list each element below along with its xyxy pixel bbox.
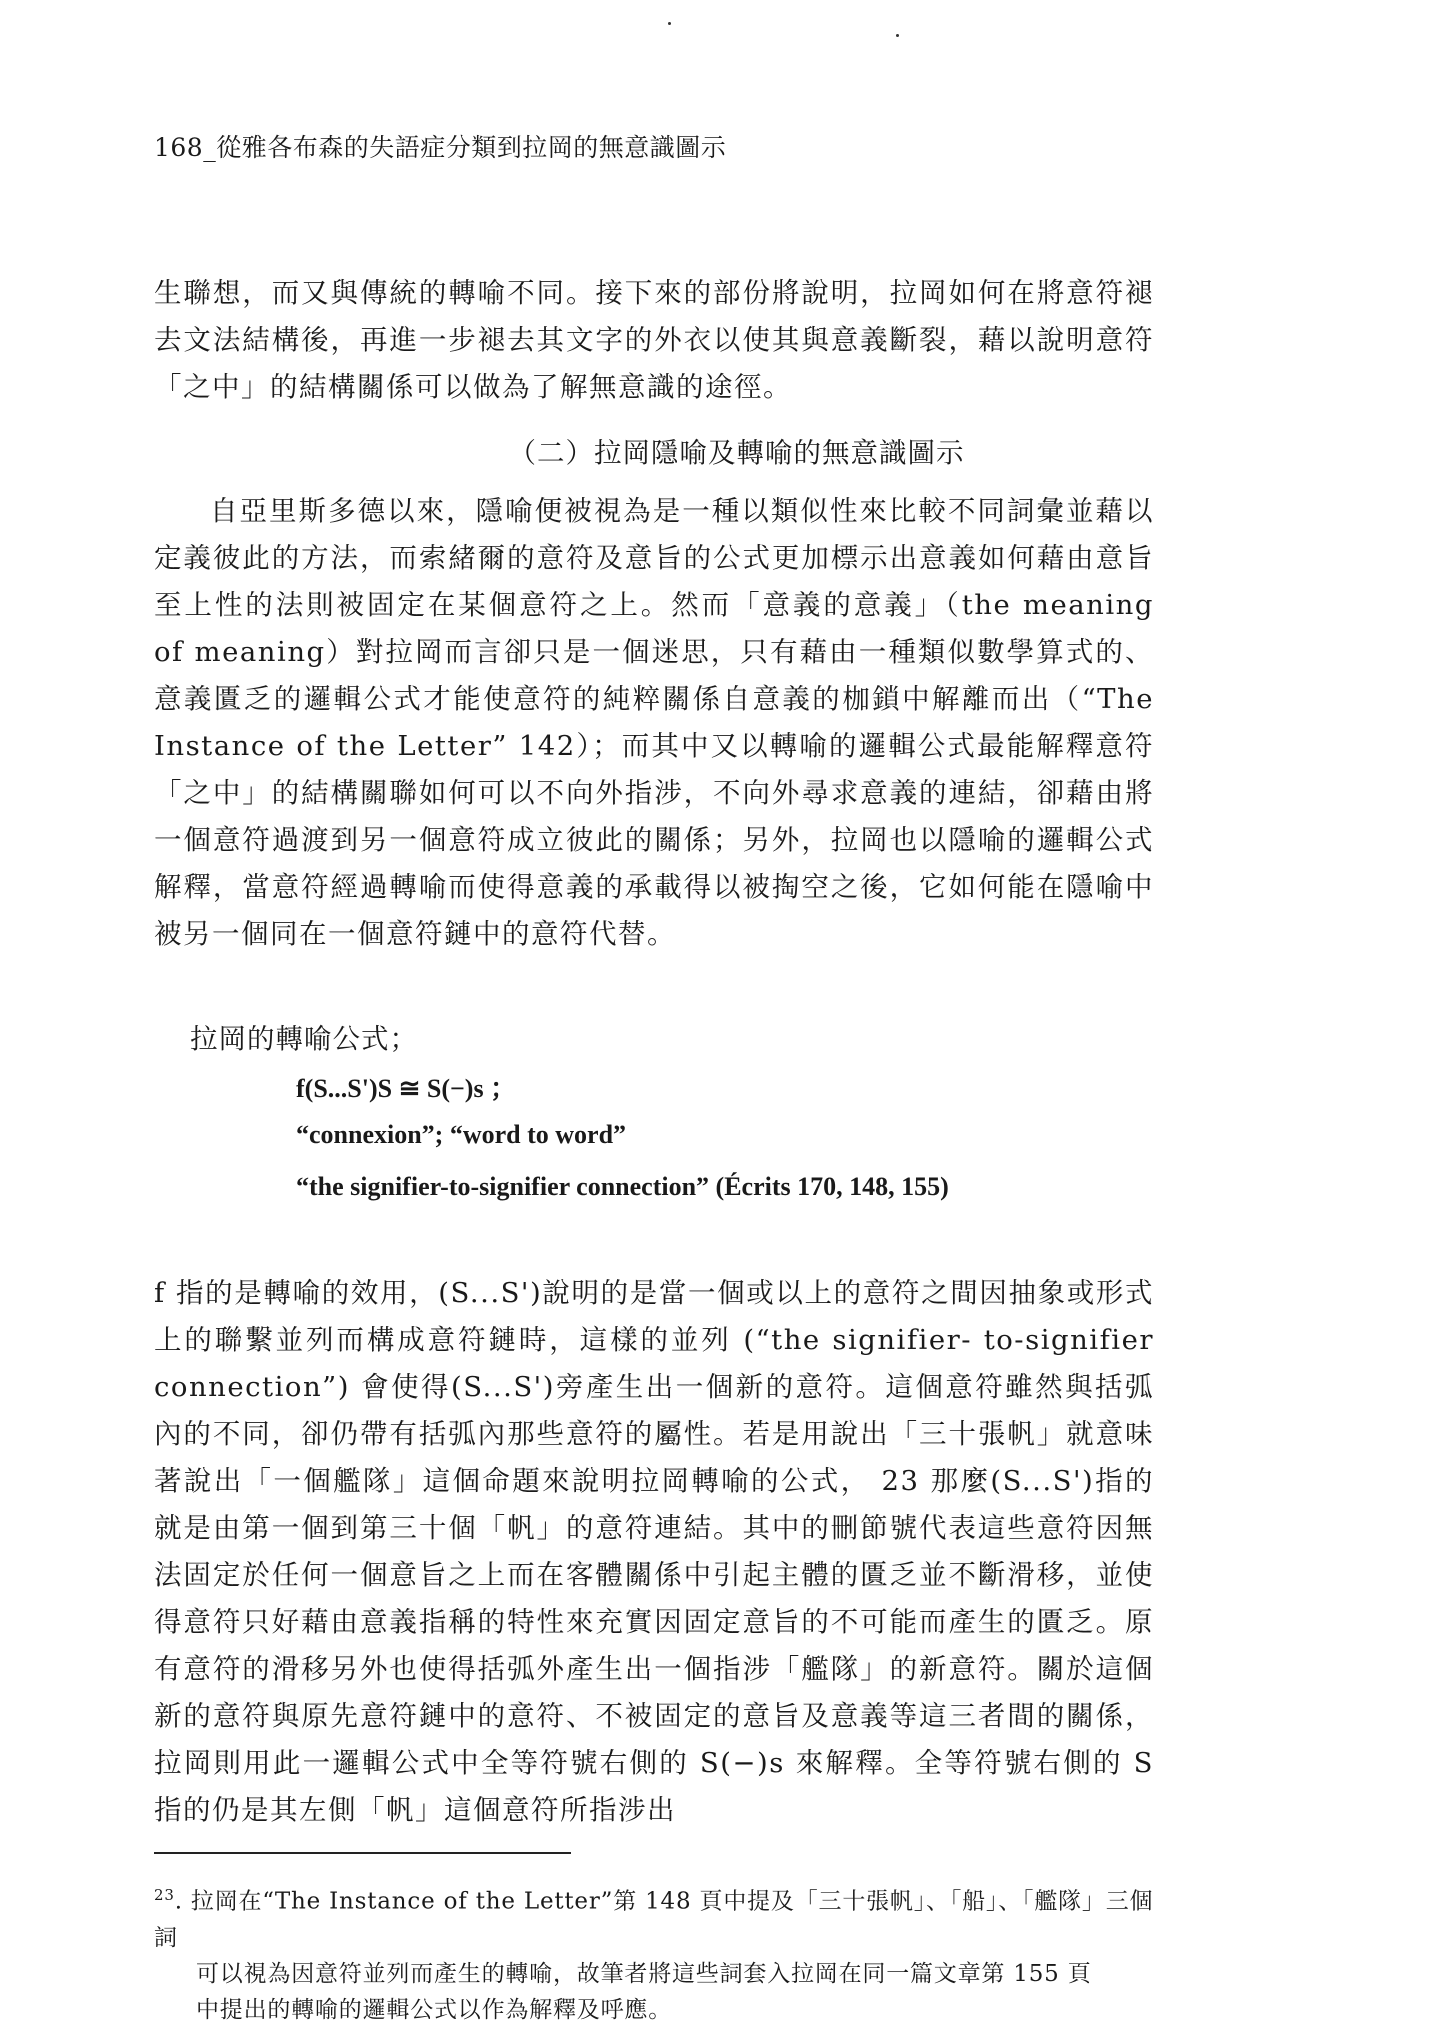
scan-speck (896, 34, 899, 37)
footnote-line-3: 中提出的轉喻的邏輯公式以作為解釋及呼應。 (196, 1996, 672, 2023)
formula-line-1: f(S...S')S ≅ S(−)s ； (296, 1074, 517, 1103)
formula-line-2: “connexion”; “word to word” (296, 1120, 627, 1149)
paragraph-2: 自亞里斯多德以來，隱喻便被視為是一種以類似性來比較不同詞彙並藉以定義彼此的方法，而索緒爾的意符及意旨的公式更加標示出意義如何藉由意旨至上性的法則被固定在某個意符之上。然而「意義的意義」（the meaning of meaning）對拉岡而言卻只是一個迷思，只有藉由一種類似數學算式的、意義匱乏的邏輯公式才能使意符的純粹關係自意義的枷鎖中解離而出（“The Instance of the Letter” 142）；而其中又以轉喻的邏輯公式最能解釋意符「之中」的結構關聯如何可以不向外指涉，不向外尋求意義的連結，卻藉由將一個意符過渡到另一個意符成立彼此的關係；另外，拉岡也以隱喻的邏輯公式解釋，當意符經過轉喻而使得意義的承載得以被掏空之後，它如何能在隱喻中被另一個同在一個意符鏈中的意符代替。 (154, 495, 1154, 950)
footnote-number: 23 (154, 1886, 175, 1904)
footnote-divider (154, 1852, 571, 1854)
section-title: （二）拉岡隱喻及轉喻的無意識圖示 (508, 437, 965, 469)
footnote-line-1-text: . 拉岡在“The Instance of the Letter”第 148 頁中提及「三十張帆」、「船」、「艦隊」三個詞 (154, 1888, 1154, 1951)
footnote (154, 1877, 1154, 2028)
formula-line-3: “the signifier-to-signifier connection” (Écrits 170, 148, 155) (296, 1172, 949, 1201)
scan-speck (668, 22, 671, 25)
footnote-line-2: 可以視為因意符並列而產生的轉喻，故筆者將這些詞套入拉岡在同一篇文章第 155 頁 (196, 1960, 1092, 1987)
paragraph-3: f 指的是轉喻的效用，(S...S')說明的是當一個或以上的意符之間因抽象或形式上的聯繫並列而構成意符鏈時，這樣的並列 (“the signifier- to-signifier connection”) 會使得(S...S')旁產生出一個新的意符。這個意符雖然與括弧內的不同，卻仍帶有括弧內那些意符的屬性。若是用說出「三十張帆」就意味著說出「一個艦隊」這個命題來說明拉岡轉喻的公式， 23 那麼(S...S')指的就是由第一個到第三十個「帆」的意符連結。其中的刪節號代表這些意符因無法固定於任何一個意旨之上而在客體關係中引起主體的匱乏並不斷滑移，並使得意符只好藉由意義指稱的特性來充實因固定意旨的不可能而產生的匱乏。原有意符的滑移另外也使得括弧外產生出一個指涉「艦隊」的新意符。關於這個新的意符與原先意符鏈中的意符、不被固定的意旨及意義等這三者間的關係，拉岡則用此一邏輯公式中全等符號右側的 S(−)s 來解釋。全等符號右側的 S 指的仍是其左側「帆」這個意符所指涉出 (154, 1277, 1154, 1826)
paragraph-1: 生聯想，而又與傳統的轉喻不同。接下來的部份將說明，拉岡如何在將意符褪去文法結構後，再進一步褪去其文字的外衣以使其與意義斷裂，藉以說明意符「之中」的結構關係可以做為了解無意識的途徑。 (154, 277, 1154, 403)
running-header: 168_從雅各布森的失語症分類到拉岡的無意識圖示 (154, 133, 727, 162)
formula-label: 拉岡的轉喻公式； (190, 1023, 418, 1055)
footnote-line-1 (154, 1877, 1154, 1956)
